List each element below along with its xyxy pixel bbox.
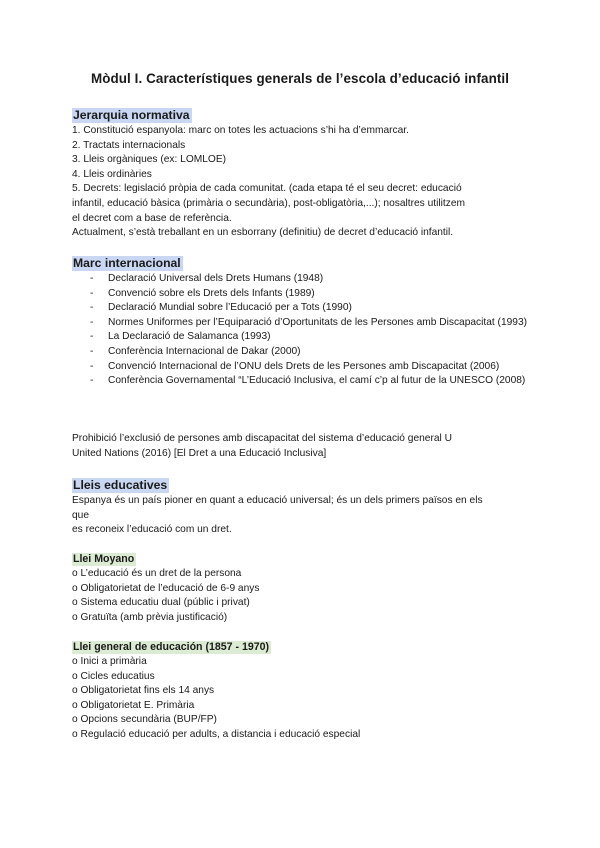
list-item: o Obligatorietat fins els 14 anys [72,685,215,697]
list-item: o Cicles educatius [72,670,155,682]
text-line: United Nations (2016) [El Dret a una Educació Inclusiva] [72,447,327,459]
list-item [72,301,528,316]
list-item: o Gratuïta (amb prèvia justificació) [72,611,228,623]
bullet-dash: - [90,360,94,372]
moyano-list [72,567,532,625]
list-item-text: Convenció Internacional de l’ONU dels Drets de les Persones amb Discapacitat (2006) [108,360,500,372]
bullet-dash: - [90,316,94,328]
bullet-dash: - [90,375,94,387]
text-line: 5. Decrets: legislació pròpia de cada comunitat. (cada etapa té el seu decret: educació [72,183,462,195]
marc-after-text [72,432,532,461]
bullet-dash: - [90,331,94,343]
list-item: o Opcions secundària (BUP/FP) [72,714,217,726]
list-item [72,316,528,331]
subheading-llei-general [72,641,271,653]
jerarquia-body [72,124,532,241]
list-item [72,272,528,287]
text-line: 1. Constitució espanyola: marc on totes les actuacions s’hi ha d’emmarcar. [72,125,409,136]
text-line: Prohibició l’exclusió de persones amb discapacitat del sistema d’educació general U [72,433,452,444]
llei-general-list [72,655,532,743]
subheading-moyano [72,553,136,565]
heading-text: Marc internacional [73,256,181,270]
list-item-text: Conferència Internacional de Dakar (2000) [108,345,301,357]
list-item [72,360,528,375]
list-item: o Inici a primària [72,656,147,667]
text-line: es reconeix l’educació com un dret. [72,524,232,536]
bullet-dash: - [90,273,94,284]
list-item: o L’educació és un dret de la persona [72,568,242,579]
heading-text: Lleis educatives [73,478,168,492]
list-item [72,287,528,302]
page-title: Mòdul I. Característiques generals de l’escola d’educació infantil [90,71,510,86]
heading-text: Llei general de educación (1857 - 1970) [73,641,270,653]
list-item-text: La Declaració de Salamanca (1993) [108,331,271,343]
list-item: o Sistema educatiu dual (públic i privat) [72,597,250,609]
section-heading-lleis [72,478,169,492]
text-line: Actualment, s’està treballant en un esborrany (definitiu) de decret d’educació infantil. [72,227,454,239]
heading-text: Llei Moyano [73,553,135,565]
list-item: o Regulació educació per adults, a distancia i educació especial [72,728,361,740]
list-item-text: Normes Uniformes per l’Equiparació d’Oportunitats de les Persones amb Discapacitat (1993) [108,316,528,328]
list-item [72,345,528,360]
list-item: o Obligatorietat de l’educació de 6-9 anys [72,582,260,594]
section-heading-marc [72,256,183,270]
list-item-text: Conferència Governamental “L’Educació Inclusiva, el camí c’p al futur de la UNESCO (2008) [108,375,526,387]
bullet-dash: - [90,302,94,314]
bullet-dash: - [90,287,94,299]
text-line: Espanya és un país pioner en quant a educació universal; és un dels primers països en els [72,495,483,506]
heading-text: Jerarquia normativa [73,108,190,122]
text-line: 3. Lleis orgàniques (ex: LOMLOE) [72,154,227,166]
list-item: o Obligatorietat E. Primària [72,699,195,711]
bullet-dash: - [90,345,94,357]
marc-list [72,272,528,389]
text-line: infantil, educació bàsica (primària o secundària), post-obligatòria,...); nosaltres utilitzem [72,197,465,209]
list-item-text: Declaració Mundial sobre l’Educació per a Tots (1990) [108,302,352,314]
list-item [72,374,528,389]
list-item [72,330,528,345]
section-heading-jerarquia [72,108,192,122]
text-line: 4. Lleis ordinàries [72,168,152,180]
list-item-text: Declaració Universal dels Drets Humans (1948) [108,273,324,284]
lleis-body [72,494,532,538]
list-item-text: Convenció sobre els Drets dels Infants (1989) [108,287,315,299]
text-line: 2. Tractats internacionals [72,139,186,151]
text-line: que [72,509,89,521]
text-line: el decret com a base de referència. [72,212,232,224]
